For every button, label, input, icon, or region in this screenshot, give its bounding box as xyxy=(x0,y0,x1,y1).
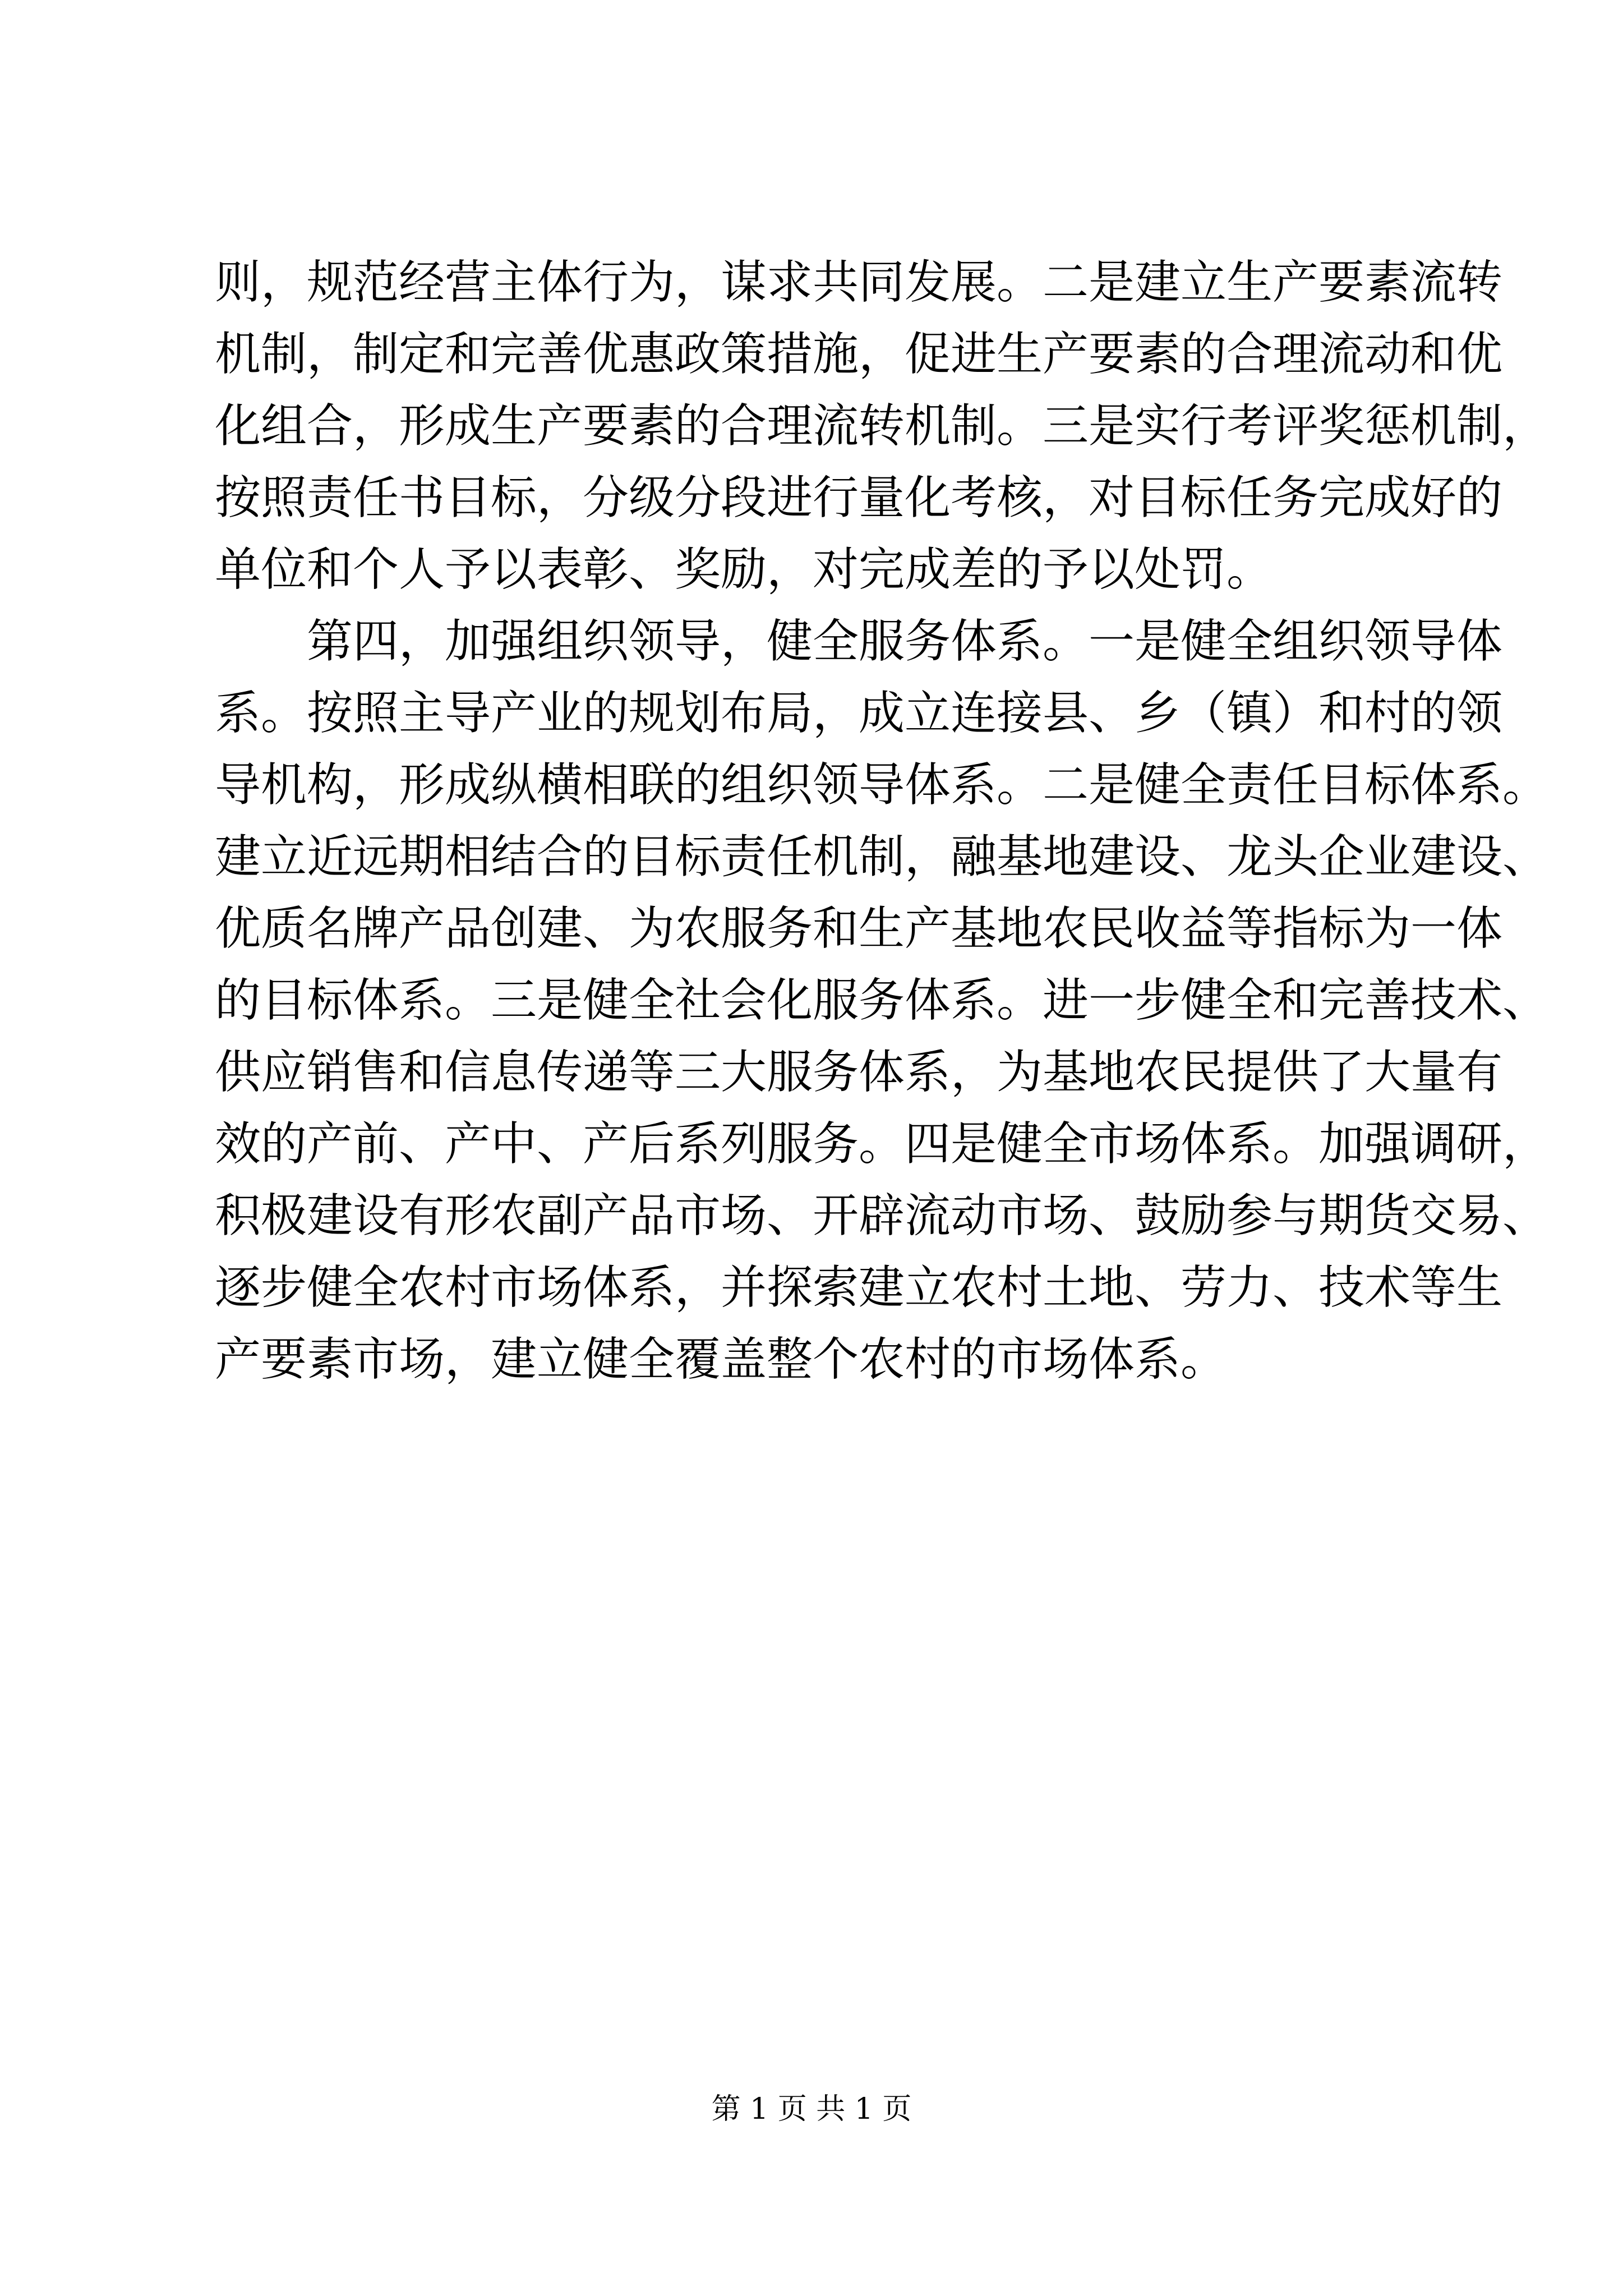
text-line: 效的产前、产中、产后系列服务。四是健全市场体系。加强调研， xyxy=(215,1117,1549,1171)
text-line: 系。按照主导产业的规划布局，成立连接县、乡（镇）和村的领 xyxy=(215,687,1503,740)
text-line: 供应销售和信息传递等三大服务体系，为基地农民提供了大量有 xyxy=(215,1046,1503,1099)
text-line: 按照责任书目标，分级分段进行量化考核，对目标任务完成好的 xyxy=(215,471,1503,524)
text-line: 则，规范经营主体行为，谋求共同发展。二是建立生产要素流转 xyxy=(215,256,1503,309)
text-line: 第四，加强组织领导，健全服务体系。一是健全组织领导体 xyxy=(215,615,1503,668)
text-line: 导机构，形成纵横相联的组织领导体系。二是健全责任目标体系。 xyxy=(215,758,1549,812)
text-line: 单位和个人予以表彰、奖励，对完成差的予以处罚。 xyxy=(215,543,1273,596)
text-line: 的目标体系。三是健全社会化服务体系。进一步健全和完善技术、 xyxy=(215,974,1549,1027)
text-line: 产要素市场，建立健全覆盖整个农村的市场体系。 xyxy=(215,1333,1227,1386)
document-body xyxy=(215,255,1549,1404)
text-line: 积极建设有形农副产品市场、开辟流动市场、鼓励参与期货交易、 xyxy=(215,1189,1549,1243)
text-line: 优质名牌产品创建、为农服务和生产基地农民收益等指标为一体 xyxy=(215,902,1503,955)
page-number-footer: 第 1 页 共 1 页 xyxy=(711,2092,912,2126)
text-line: 化组合，形成生产要素的合理流转机制。三是实行考评奖惩机制， xyxy=(215,399,1549,453)
text-line: 逐步健全农村市场体系，并探索建立农村土地、劳力、技术等生 xyxy=(215,1261,1503,1314)
text-line: 建立近远期相结合的目标责任机制，融基地建设、龙头企业建设、 xyxy=(215,830,1549,884)
text-line: 机制，制定和完善优惠政策措施，促进生产要素的合理流动和优 xyxy=(215,328,1503,381)
